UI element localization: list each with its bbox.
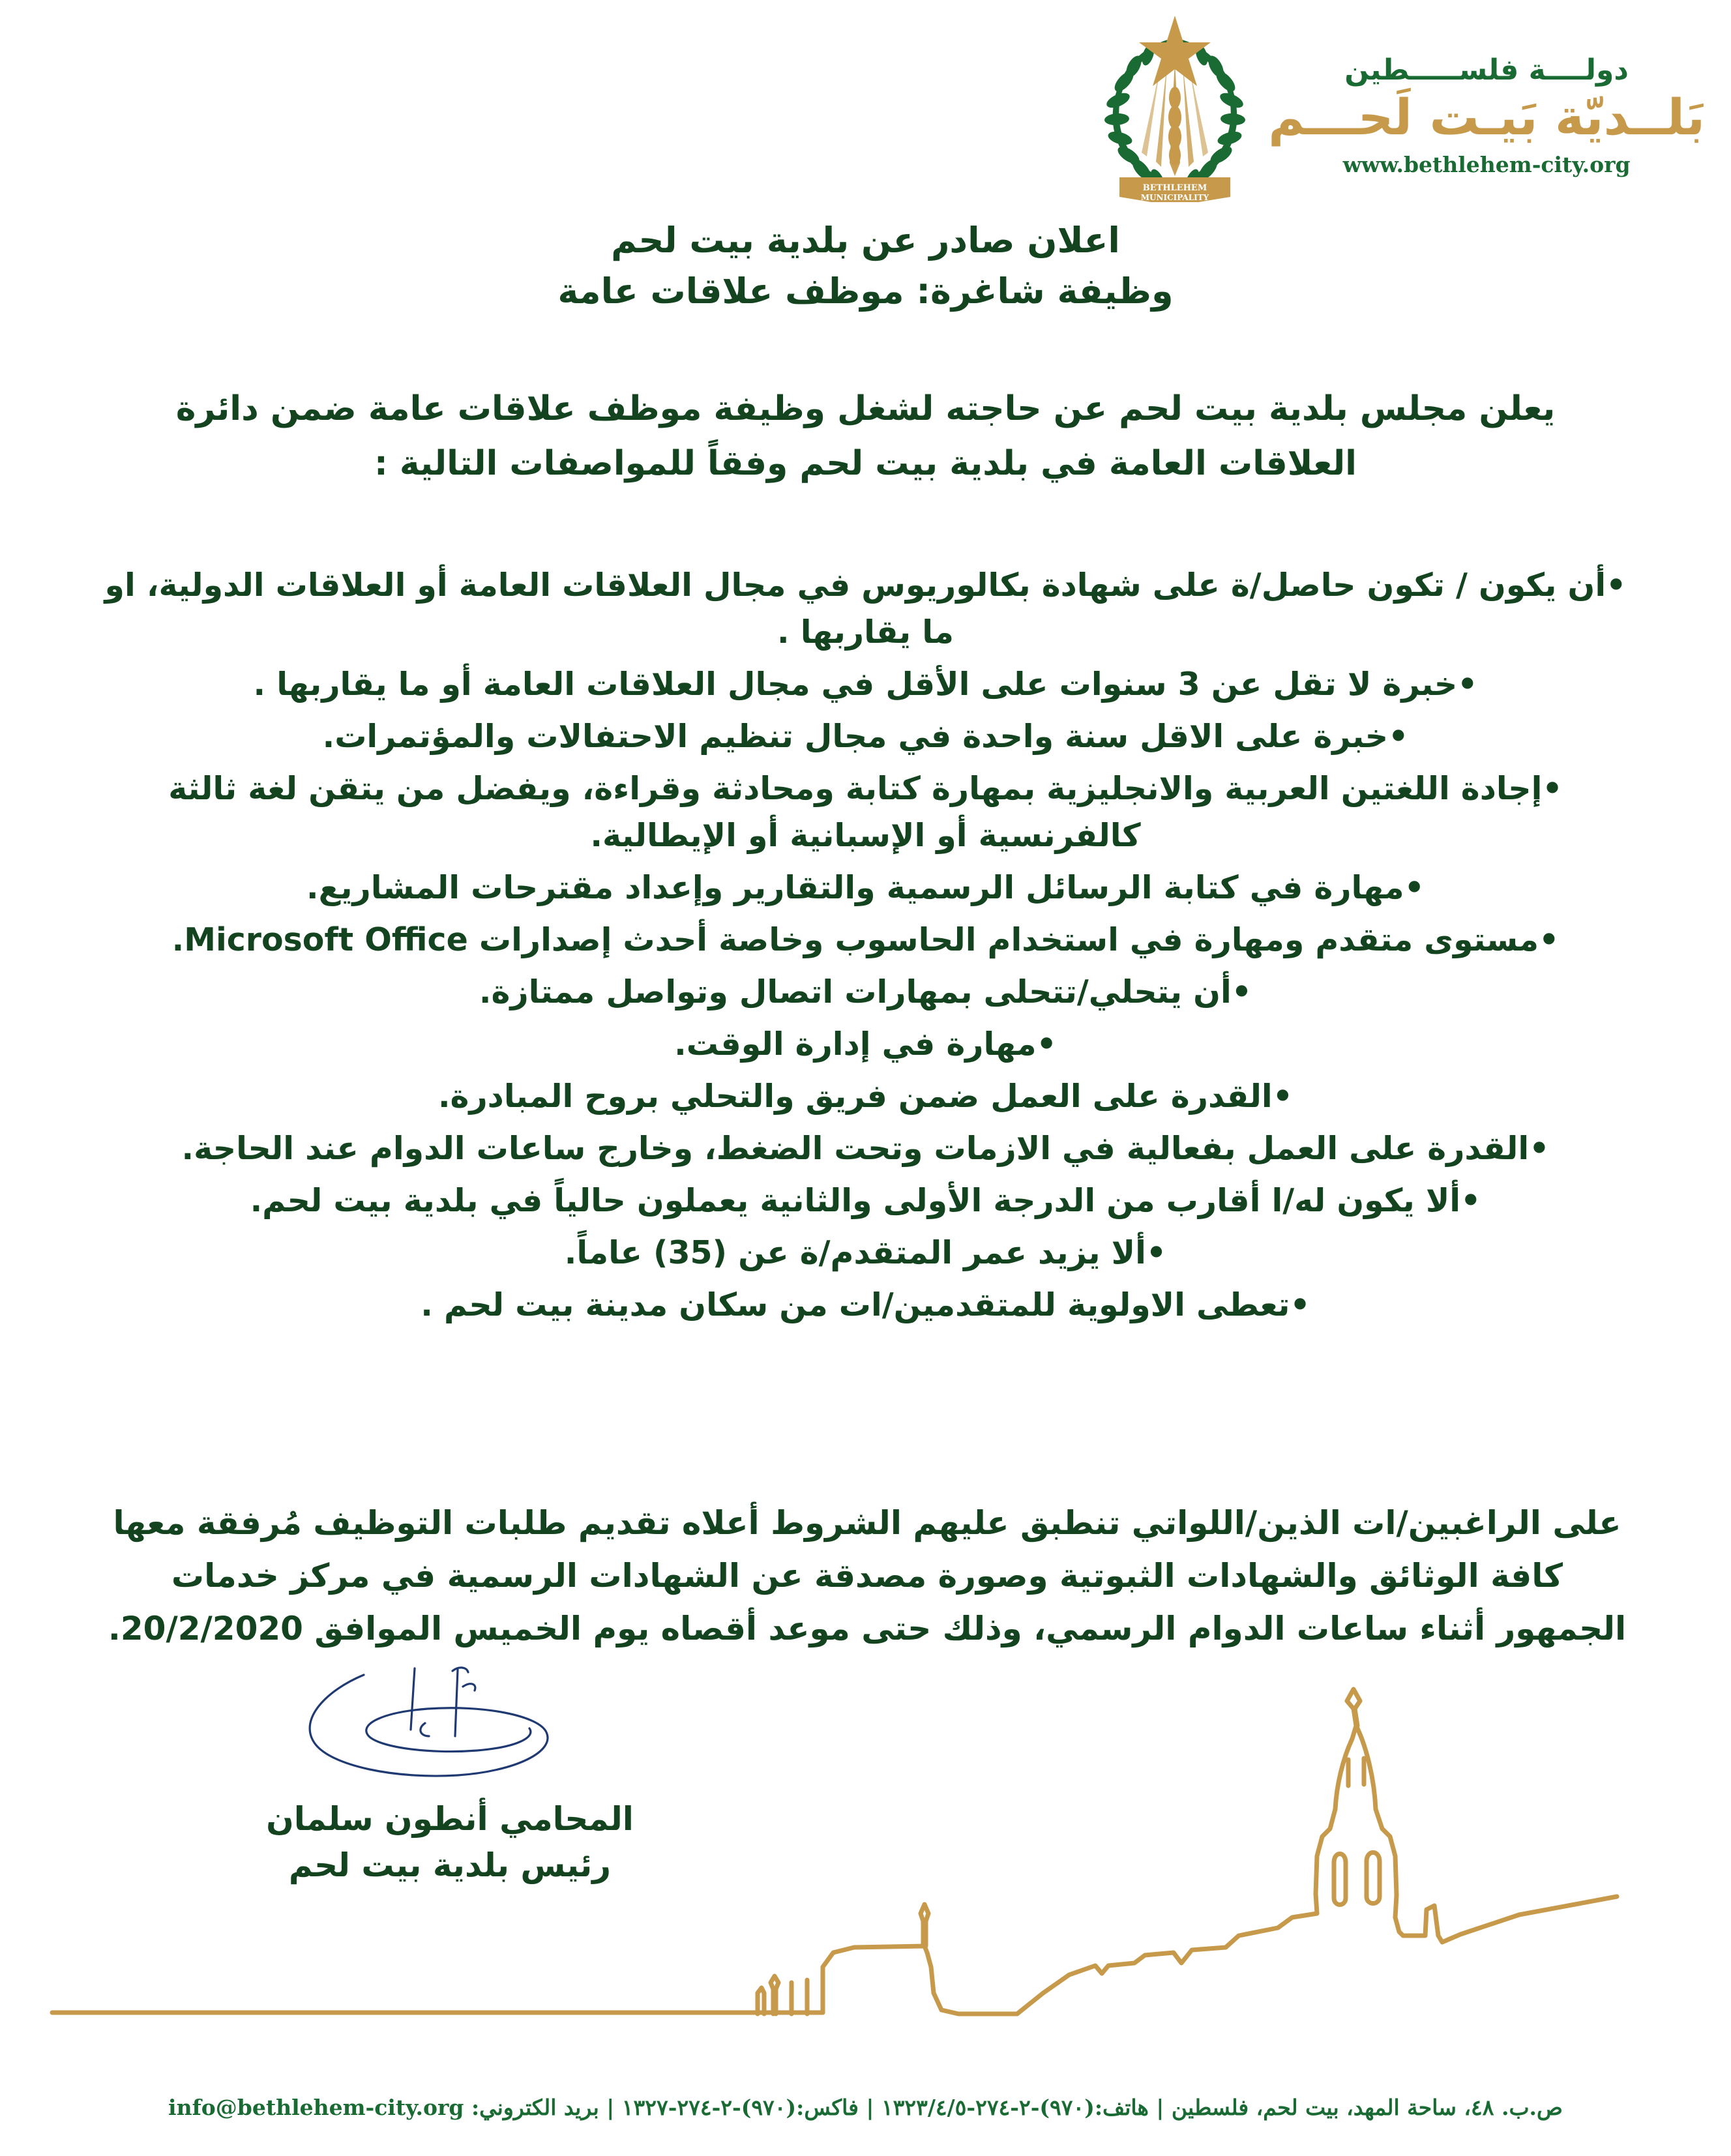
municipality-logo xyxy=(1093,13,1705,202)
list-item-text: أن يتحلي/تتحلى بمهارات اتصال وتواصل ممتازة. xyxy=(479,973,1232,1011)
bullet-dot-icon: • xyxy=(1460,1182,1481,1220)
list-item-text: القدرة على العمل ضمن فريق والتحلي بروح المبادرة. xyxy=(437,1078,1273,1115)
list-item xyxy=(101,1230,1630,1277)
list-item-text: أن يكون / تكون حاصل/ة على شهادة بكالوريوس في مجال العلاقات العامة أو العلاقات الدولية، او ما يقاربها . xyxy=(104,567,1606,651)
announcement-title xyxy=(0,215,1731,317)
list-item xyxy=(101,713,1630,760)
bullet-dot-icon: • xyxy=(1036,1026,1057,1063)
signatory-name: المحامي أنطون سلمان xyxy=(266,1800,634,1838)
footer-fax-label: فاكس: xyxy=(796,2095,859,2120)
bullet-dot-icon: • xyxy=(1388,718,1409,756)
footer-email-label: بريد الكتروني: xyxy=(471,2095,599,2120)
list-item xyxy=(101,1073,1630,1120)
signature-block xyxy=(196,1659,704,1889)
list-item-text: ألا يكون له/ا أقارب من الدرجة الأولى والثانية يعملون حالياً في بلدية بيت لحم. xyxy=(250,1182,1461,1220)
bullet-dot-icon: • xyxy=(1606,567,1627,604)
title-line-announcement: اعلان صادر عن بلدية بيت لحم xyxy=(611,220,1120,261)
bullet-dot-icon: • xyxy=(1404,869,1425,907)
list-item-text: مهارة في كتابة الرسائل الرسمية والتقارير وإعداد مقترحات المشاريع. xyxy=(306,869,1404,907)
list-item-text: ألا يزيد عمر المتقدم/ة عن (35) عاماً. xyxy=(564,1234,1146,1272)
list-item xyxy=(101,1282,1630,1329)
intro-paragraph: يعلن مجلس بلدية بيت لحم عن حاجته لشغل وظيفة موظف علاقات عامة ضمن دائرة العلاقات العامة في بلدية بيت لحم وفقاً للمواصفات التالية : xyxy=(175,389,1556,484)
list-item-text: خبرة على الاقل سنة واحدة في مجال تنظيم الاحتفالات والمؤتمرات. xyxy=(322,718,1389,756)
footer-phone-value: (٩٧٠)-٢-٢٧٤-١٣٢٣/٤/٥ xyxy=(881,2095,1095,2120)
municipality-emblem-icon xyxy=(1093,13,1256,202)
footer-separator: | xyxy=(606,2095,615,2120)
bullet-dot-icon: • xyxy=(1272,1078,1294,1115)
requirements-list xyxy=(101,562,1630,1334)
footer-phone-label: هاتف: xyxy=(1094,2095,1149,2120)
bullet-dot-icon: • xyxy=(1290,1286,1310,1324)
document-footer xyxy=(0,2095,1731,2120)
list-item-text: تعطى الاولوية للمتقدمين/ات من سكان مدينة بيت لحم . xyxy=(421,1286,1290,1324)
bullet-dot-icon: • xyxy=(1146,1234,1167,1272)
bullet-dot-icon: • xyxy=(1542,770,1563,808)
list-item xyxy=(101,765,1630,859)
list-item xyxy=(101,661,1630,708)
list-item-text: مهارة في إدارة الوقت. xyxy=(674,1026,1037,1063)
list-item xyxy=(101,1177,1630,1224)
website-url-text[interactable]: www.bethlehem-city.org xyxy=(1342,152,1631,178)
logo-wordmark xyxy=(1268,38,1705,177)
list-item xyxy=(101,864,1630,911)
footer-contact-line xyxy=(0,2095,1731,2120)
list-item xyxy=(101,1125,1630,1172)
footer-email-value[interactable]: info@bethlehem-city.org xyxy=(168,2095,464,2120)
svg-text:MUNICIPALITY: MUNICIPALITY xyxy=(1140,193,1209,202)
list-item-text: إجادة اللغتين العربية والانجليزية بمهارة كتابة ومحادثة وقراءة، ويفضل من يتقن لغة ثالثة كالفرنسية أو الإسبانية أو الإيطالية. xyxy=(168,770,1543,855)
list-item xyxy=(101,562,1630,656)
signatory-role: رئيس بلدية بيت لحم xyxy=(288,1846,612,1884)
footer-address: ص.ب. ٤٨، ساحة المهد، بيت لحم، فلسطين xyxy=(1171,2095,1563,2120)
state-name-text: دولــــة فلســـــطين xyxy=(1344,53,1629,87)
list-item xyxy=(101,969,1630,1016)
list-item xyxy=(101,917,1630,964)
list-item-text: خبرة لا تقل عن 3 سنوات على الأقل في مجال العلاقات العامة أو ما يقاربها . xyxy=(253,666,1458,703)
footer-separator: | xyxy=(866,2095,874,2120)
closing-paragraph: على الراغبين/ات الذين/اللواتي تنطبق عليهم الشروط أعلاه تقديم طلبات التوظيف مُرفقة معها كافة الوثائق والشهادات الثبوتية وصورة مصدقة عن الشهادات الرسمية في مركز خدمات الجمهور أثناء ساعات الدوام الرسمي، وذلك حتى موعد أقصاه يوم الخميس الموافق 20/2/2020. xyxy=(108,1504,1627,1647)
title-line-position: وظيفة شاغرة: موظف علاقات عامة xyxy=(557,271,1174,312)
handwritten-signature-icon xyxy=(287,1659,613,1790)
footer-fax-value: (٩٧٠)-٢-٢٧٤-١٣٢٧ xyxy=(621,2095,797,2120)
bullet-dot-icon: • xyxy=(1539,921,1560,959)
svg-text:BETHLEHEM: BETHLEHEM xyxy=(1142,183,1207,193)
list-item-text: القدرة على العمل بفعالية في الازمات وتحت الضغط، وخارج ساعات الدوام عند الحاجة. xyxy=(181,1130,1530,1168)
list-item xyxy=(101,1021,1630,1068)
bullet-dot-icon: • xyxy=(1231,973,1252,1011)
footer-separator: | xyxy=(1156,2095,1164,2120)
municipality-name-text: بَلــديّة بَيـت لَحـــم xyxy=(1268,88,1705,147)
bullet-dot-icon: • xyxy=(1457,666,1478,703)
bullet-dot-icon: • xyxy=(1529,1130,1550,1168)
document-header xyxy=(0,0,1731,215)
list-item-text: مستوى متقدم ومهارة في استخدام الحاسوب وخاصة أحدث إصدارات Microsoft Office. xyxy=(171,921,1539,959)
